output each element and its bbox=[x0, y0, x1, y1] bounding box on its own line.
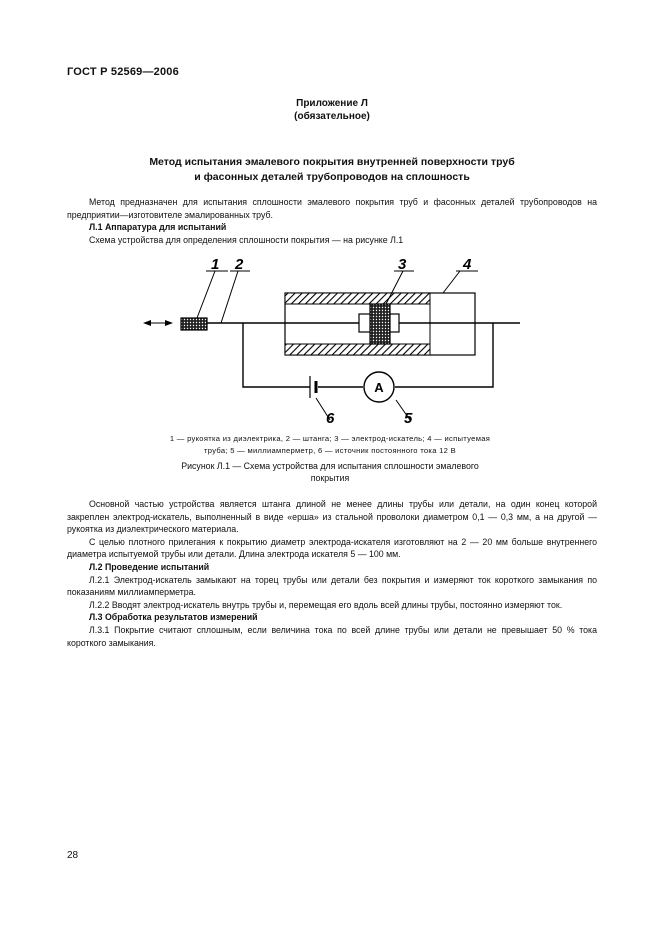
standard-designation: ГОСТ Р 52569—2006 bbox=[67, 66, 179, 78]
document-title-line-1: Метод испытания эмалевого покрытия внутренней поверхности труб bbox=[149, 156, 515, 168]
section-1-text: Схема устройства для определения сплошности покрытия — на рисунке Л.1 bbox=[89, 234, 404, 245]
figure-caption bbox=[180, 461, 480, 484]
section-3-heading: Л.3 Обработка результатов измерений bbox=[89, 612, 258, 623]
document-title-line-2: и фасонных деталей трубопроводов на сплошность bbox=[194, 171, 470, 183]
dielectric-handle bbox=[181, 318, 207, 330]
ammeter-label: A bbox=[374, 380, 384, 395]
paragraph-2-2: Л.2.2 Вводят электрод-искатель внутрь трубы и, перемещая его вдоль всей длины трубы, постоянно измеряют ток. bbox=[89, 599, 563, 610]
movement-arrow-icon bbox=[143, 320, 173, 326]
test-device-diagram bbox=[0, 255, 661, 425]
page-number: 28 bbox=[67, 850, 79, 861]
label-6: 6 bbox=[326, 410, 335, 425]
figure-caption-line-1: Рисунок Л.1 — Схема устройства для испытания сплошности эмалевого bbox=[181, 461, 479, 471]
label-1: 1 bbox=[211, 256, 220, 273]
appendix-title: Приложение Л bbox=[296, 98, 368, 109]
figure-legend-line-2: труба; 5 — миллиамперметр, 6 — источник постоянного тока 12 В bbox=[204, 446, 456, 455]
label-4: 4 bbox=[463, 256, 472, 273]
paragraph-2-1: Л.2.1 Электрод-искатель замыкают на торец трубы или детали без покрытия и измеряют ток короткого замыкания по показаниям миллиамперметра. bbox=[67, 574, 597, 598]
paragraph-3-1: Л.3.1 Покрытие считают сплошным, если величина тока по всей длине трубы или детали не превышает 50 % тока короткого замыкания. bbox=[67, 624, 597, 648]
main-text-block bbox=[67, 498, 597, 649]
search-electrode bbox=[359, 304, 399, 344]
figure-legend bbox=[130, 433, 530, 457]
intro-paragraph: Метод предназначен для испытания сплошности эмалевого покрытия труб и фасонных деталей трубопроводов на предприятии—изготовителе эмалированных труб. bbox=[67, 197, 597, 220]
paragraph-electrode-size: С целью плотного прилегания к покрытию диаметр электрода-искателя изготовляют на 2 — 20 мм больше внутреннего диаметра испытуемой трубы или детали. Длина электрода искателя 5 — 100 мм. bbox=[67, 536, 597, 560]
label-3: 3 bbox=[398, 256, 407, 273]
battery-icon bbox=[310, 376, 316, 398]
paragraph-device: Основной частью устройства является штанга длиной не менее длины трубы или детали, на один конец которой закреплен электрод-искатель, выполненный в виде «ерша» из стальной проволоки диаметром 0,1 — 0,3 мм, а на другой — рукоятка из диэлектрического материала. bbox=[67, 499, 597, 535]
figure-caption-line-2: покрытия bbox=[310, 472, 350, 483]
label-5: 5 bbox=[404, 410, 413, 425]
appendix-status: (обязательное) bbox=[294, 111, 370, 122]
label-2: 2 bbox=[235, 256, 244, 273]
section-2-heading: Л.2 Проведение испытаний bbox=[89, 561, 210, 572]
section-1-heading: Л.1 Аппаратура для испытаний bbox=[89, 222, 227, 233]
milliammeter-icon bbox=[364, 372, 394, 402]
figure-legend-line-1: 1 — рукоятка из диэлектрика, 2 — штанга; 3 — электрод-искатель; 4 — испытуемая bbox=[169, 434, 491, 443]
section-intro-block bbox=[67, 196, 597, 246]
